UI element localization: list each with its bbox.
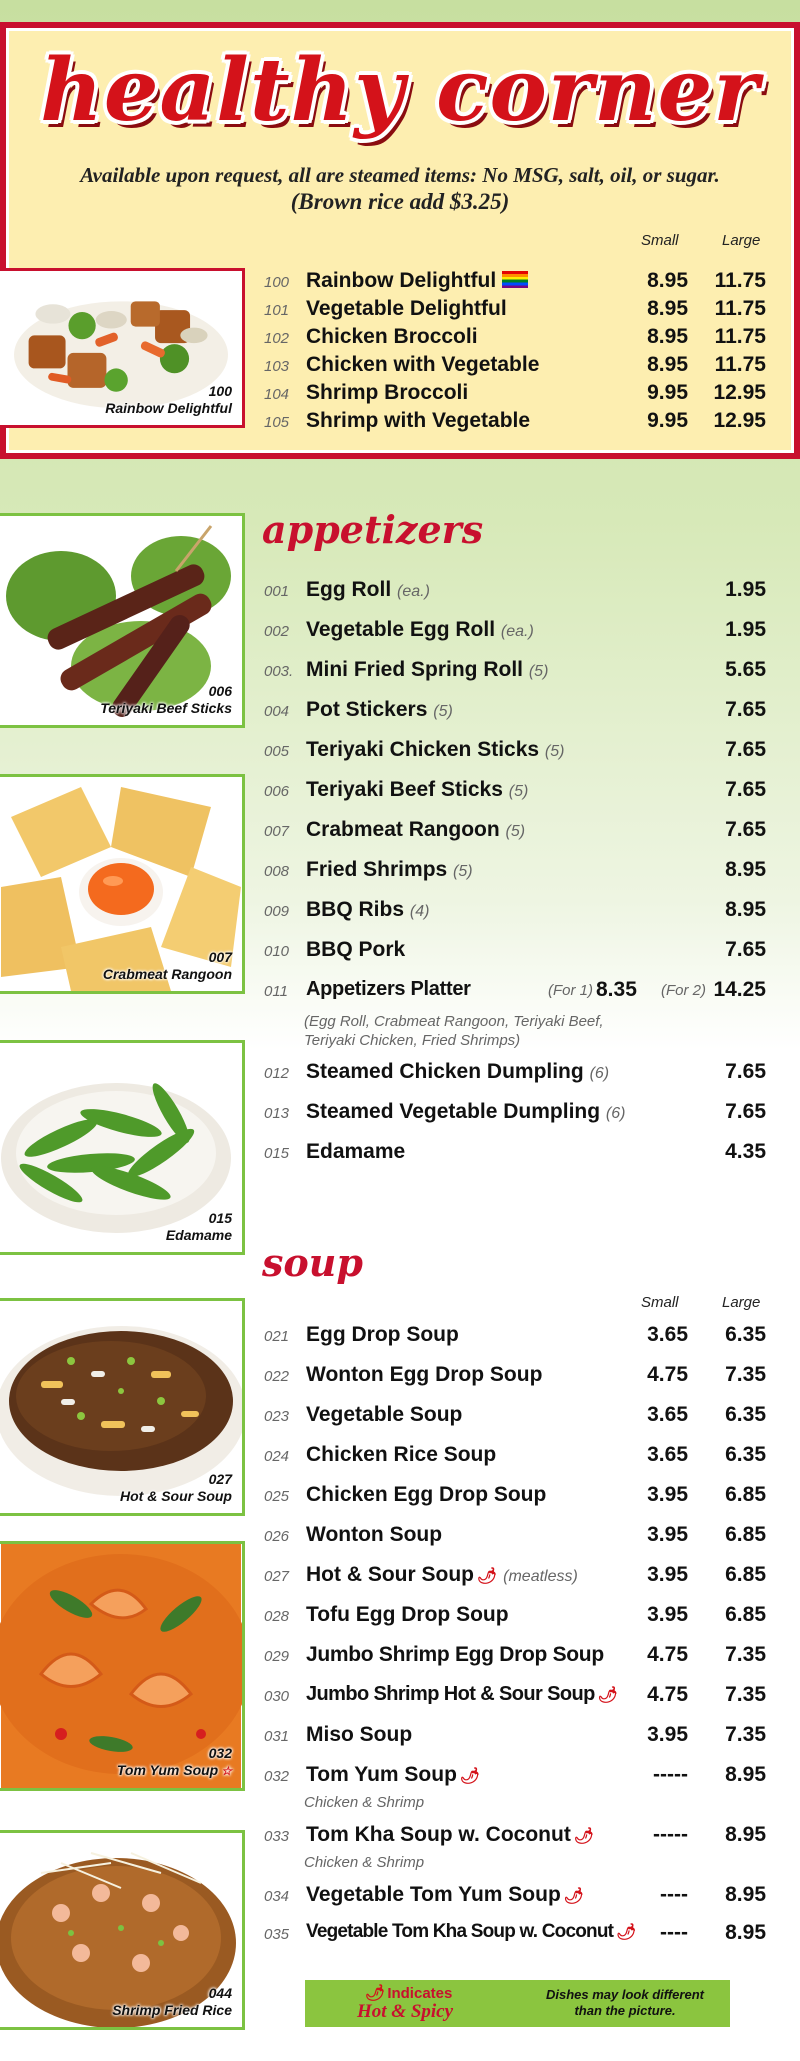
photo-tom-yum-soup: [0, 1541, 245, 1791]
price-large: 12.95: [713, 381, 766, 404]
item-name: Edamame: [306, 1140, 406, 1163]
item-number: 006: [264, 783, 290, 800]
price-small: 3.95: [647, 1563, 688, 1586]
item-number: 008: [264, 863, 290, 880]
price: 1.95: [725, 618, 766, 641]
platter-description-1: (Egg Roll, Crabmeat Rangoon, Teriyaki Beef,: [304, 1013, 604, 1030]
item-number: 010: [264, 943, 290, 960]
soup-col-large-header: Large: [722, 1294, 761, 1311]
item-name: Jumbo Shrimp Egg Drop Soup: [306, 1643, 604, 1666]
healthy-corner-title: healthy corner: [40, 40, 760, 141]
healthy-corner-subtitle: Available upon request, all are steamed items: No MSG, salt, oil, or sugar.: [80, 163, 720, 187]
item-number: 030: [264, 1688, 290, 1705]
photo-number: 007: [208, 949, 232, 965]
item-number: 029: [264, 1648, 290, 1665]
item-name: Tofu Egg Drop Soup: [306, 1603, 509, 1626]
item-number: 101: [264, 302, 290, 319]
price-large: 6.35: [725, 1443, 766, 1466]
price: 7.65: [725, 778, 766, 801]
price: 7.65: [725, 818, 766, 841]
price: 5.65: [725, 658, 766, 681]
item-name: Egg Roll (ea.): [306, 578, 430, 601]
item-name: Vegetable Tom Kha Soup w. Coconut 🌶: [306, 1921, 636, 1942]
item-number: 103: [264, 358, 290, 375]
price-large: 6.35: [725, 1403, 766, 1426]
item-subnote: Chicken & Shrimp: [304, 1794, 425, 1811]
item-name: Vegetable Tom Yum Soup 🌶: [306, 1883, 585, 1906]
price-large: 11.75: [714, 297, 766, 320]
price-large: 6.35: [725, 1323, 766, 1346]
item-name: Shrimp with Vegetable: [306, 409, 531, 432]
price-large: 6.85: [725, 1523, 766, 1546]
item-name: Vegetable Egg Roll (ea.): [306, 618, 534, 641]
item-number: 031: [264, 1728, 290, 1745]
platter-description-2: Teriyaki Chicken, Fried Shrimps): [304, 1032, 521, 1049]
price-large: 11.75: [714, 325, 766, 348]
price-small: 4.75: [647, 1643, 688, 1666]
col-large-header: Large: [722, 232, 761, 249]
price-small: 3.65: [647, 1443, 688, 1466]
item-name: Chicken Broccoli: [306, 325, 478, 348]
item-name: BBQ Pork: [306, 938, 406, 961]
price-small: 3.65: [647, 1323, 688, 1346]
price-large: 8.95: [725, 1823, 766, 1846]
photo-number: 006: [208, 683, 232, 699]
photo-caption: Tom Yum Soup ☆: [116, 1762, 232, 1778]
item-number: 105: [264, 414, 290, 431]
price: 7.65: [725, 938, 766, 961]
price: 7.65: [725, 738, 766, 761]
for1-price: 8.35: [596, 978, 637, 1001]
price-large: 12.95: [713, 409, 766, 432]
item-name: Crabmeat Rangoon (5): [306, 818, 526, 841]
item-name: Teriyaki Beef Sticks (5): [306, 778, 529, 801]
price-small: -----: [653, 1823, 688, 1846]
item-number: 035: [264, 1926, 290, 1943]
chili-pepper-icon: 🌶: [563, 1888, 585, 1905]
item-name: Miso Soup: [306, 1723, 413, 1746]
item-name: Wonton Soup: [306, 1523, 443, 1546]
item-number: 011: [264, 983, 288, 1000]
price-small: 4.75: [647, 1683, 688, 1706]
item-number: 032: [264, 1768, 290, 1785]
photo-caption: Teriyaki Beef Sticks: [100, 700, 232, 716]
price-small: 3.95: [647, 1603, 688, 1626]
item-name: Steamed Chicken Dumpling (6): [306, 1060, 610, 1083]
item-name: Egg Drop Soup: [306, 1323, 459, 1346]
item-name: Appetizers Platter: [306, 978, 471, 1000]
price: 8.95: [725, 858, 766, 881]
brown-rice-note: (Brown rice add $3.25): [290, 189, 510, 214]
price-large: 7.35: [725, 1363, 766, 1386]
item-number: 013: [264, 1105, 290, 1122]
price-large: 11.75: [714, 269, 766, 292]
item-number: 104: [264, 386, 290, 403]
photo-crabmeat-rangoon: [0, 774, 245, 994]
item-number: 015: [264, 1145, 290, 1162]
price-large: 7.35: [725, 1683, 766, 1706]
photo-number: 100: [208, 383, 232, 399]
for2-price: 14.25: [713, 978, 766, 1001]
item-name: Tom Kha Soup w. Coconut 🌶: [306, 1823, 595, 1846]
price: 4.35: [725, 1140, 766, 1163]
for2-label: (For 2): [661, 982, 706, 999]
item-number: 005: [264, 743, 290, 760]
price-large: 6.85: [725, 1483, 766, 1506]
item-number: 021: [264, 1328, 290, 1345]
item-number: 003.: [264, 663, 294, 680]
price-large: 6.85: [725, 1563, 766, 1586]
item-number: 012: [264, 1065, 290, 1082]
price-small: 8.95: [647, 325, 688, 348]
item-name: Steamed Vegetable Dumpling (6): [306, 1100, 626, 1123]
item-number: 034: [264, 1888, 290, 1905]
price-small: 4.75: [647, 1363, 688, 1386]
price-large: 6.85: [725, 1603, 766, 1626]
price: 7.65: [725, 1100, 766, 1123]
price-large: 8.95: [725, 1763, 766, 1786]
photo-caption: Rainbow Delightful: [105, 400, 232, 416]
price-small: ----: [660, 1921, 688, 1944]
soup-col-small-header: Small: [641, 1294, 679, 1311]
item-name: Vegetable Soup: [306, 1403, 463, 1426]
item-name: Teriyaki Chicken Sticks (5): [306, 738, 565, 761]
item-subnote: Chicken & Shrimp: [304, 1854, 425, 1871]
chili-pepper-icon: ☆: [221, 1764, 232, 1778]
item-number: 100: [264, 274, 290, 291]
photo-caption: Shrimp Fried Rice: [112, 2002, 232, 2018]
price: 7.65: [725, 1060, 766, 1083]
item-number: 025: [264, 1488, 290, 1505]
item-name: Pot Stickers (5): [306, 698, 453, 721]
item-name: Shrimp Broccoli: [306, 381, 469, 404]
item-name: Chicken Rice Soup: [306, 1443, 497, 1466]
photo-number: 027: [208, 1471, 232, 1487]
price: 1.95: [725, 578, 766, 601]
item-name: Vegetable Delightful: [306, 297, 507, 320]
photo-caption: Crabmeat Rangoon: [102, 966, 232, 982]
legend-indicates: 🌶 Indicates: [365, 1985, 453, 2002]
item-name: Hot & Sour Soup 🌶 (meatless): [306, 1563, 578, 1586]
photo-hot-sour-soup: [0, 1298, 245, 1516]
price-small: -----: [653, 1763, 688, 1786]
price-large: 8.95: [725, 1921, 766, 1944]
item-number: 028: [264, 1608, 290, 1625]
price-large: 7.35: [725, 1723, 766, 1746]
price-small: 8.95: [647, 297, 688, 320]
chili-pepper-icon: 🌶: [476, 1568, 498, 1585]
chili-pepper-icon: 🌶: [597, 1687, 618, 1704]
price: 8.95: [725, 898, 766, 921]
price: 7.65: [725, 698, 766, 721]
item-number: 001: [264, 583, 290, 600]
legend-box: [305, 1980, 730, 2027]
item-name: Jumbo Shrimp Hot & Sour Soup 🌶: [306, 1683, 618, 1705]
item-number: 102: [264, 330, 290, 347]
item-name: Fried Shrimps (5): [306, 858, 473, 881]
price-small: 3.95: [647, 1523, 688, 1546]
photo-caption: Hot & Sour Soup: [120, 1488, 232, 1504]
chili-pepper-icon: 🌶: [573, 1828, 595, 1845]
item-name: Rainbow Delightful: [306, 269, 528, 293]
price-large: 7.35: [725, 1643, 766, 1666]
legend-hot-spicy: Hot & Spicy: [357, 2001, 454, 2022]
photo-number: 044: [208, 1985, 232, 2001]
photo-edamame: [0, 1040, 245, 1255]
photo-number: 015: [208, 1210, 232, 1226]
item-number: 033: [264, 1828, 290, 1845]
item-name: Tom Yum Soup 🌶: [306, 1763, 481, 1786]
price-small: 9.95: [647, 409, 688, 432]
chili-pepper-icon: 🌶: [616, 1924, 636, 1941]
photo-shrimp-fried-rice: [0, 1830, 245, 2030]
item-number: 022: [264, 1368, 290, 1385]
legend-disclaimer: Dishes may look different than the picture.: [546, 1987, 704, 2018]
chili-pepper-icon: 🌶: [459, 1768, 481, 1785]
item-number: 009: [264, 903, 290, 920]
item-name: Chicken with Vegetable: [306, 353, 540, 376]
item-number: 002: [264, 623, 290, 640]
photo-number: 032: [208, 1745, 232, 1761]
soup-heading: soup: [262, 1240, 363, 1285]
item-name: BBQ Ribs (4): [306, 898, 430, 921]
for1-label: (For 1): [548, 982, 593, 999]
item-number: 007: [264, 823, 290, 840]
item-number: 024: [264, 1448, 290, 1465]
price-small: 3.65: [647, 1403, 688, 1426]
item-number: 027: [264, 1568, 290, 1585]
price-small: 3.95: [647, 1483, 688, 1506]
price-large: 8.95: [725, 1883, 766, 1906]
price-small: 8.95: [647, 269, 688, 292]
item-name: Chicken Egg Drop Soup: [306, 1483, 547, 1506]
photo-teriyaki-beef-sticks: [0, 513, 245, 728]
price-small: 9.95: [647, 381, 688, 404]
item-number: 026: [264, 1528, 290, 1545]
photo-rainbow-delightful: [0, 268, 245, 428]
rainbow-flag-icon: [502, 271, 528, 288]
item-name: Wonton Egg Drop Soup: [306, 1363, 543, 1386]
chili-pepper-icon: 🌶: [365, 1985, 386, 2002]
item-name: Mini Fried Spring Roll (5): [306, 658, 549, 681]
price-small: 8.95: [647, 353, 688, 376]
price-small: 3.95: [647, 1723, 688, 1746]
col-small-header: Small: [641, 232, 679, 249]
photo-caption: Edamame: [165, 1227, 232, 1243]
price-large: 11.75: [714, 353, 766, 376]
price-small: ----: [660, 1883, 688, 1906]
item-number: 023: [264, 1408, 290, 1425]
item-number: 004: [264, 703, 290, 720]
appetizers-heading: appetizers: [262, 507, 484, 552]
